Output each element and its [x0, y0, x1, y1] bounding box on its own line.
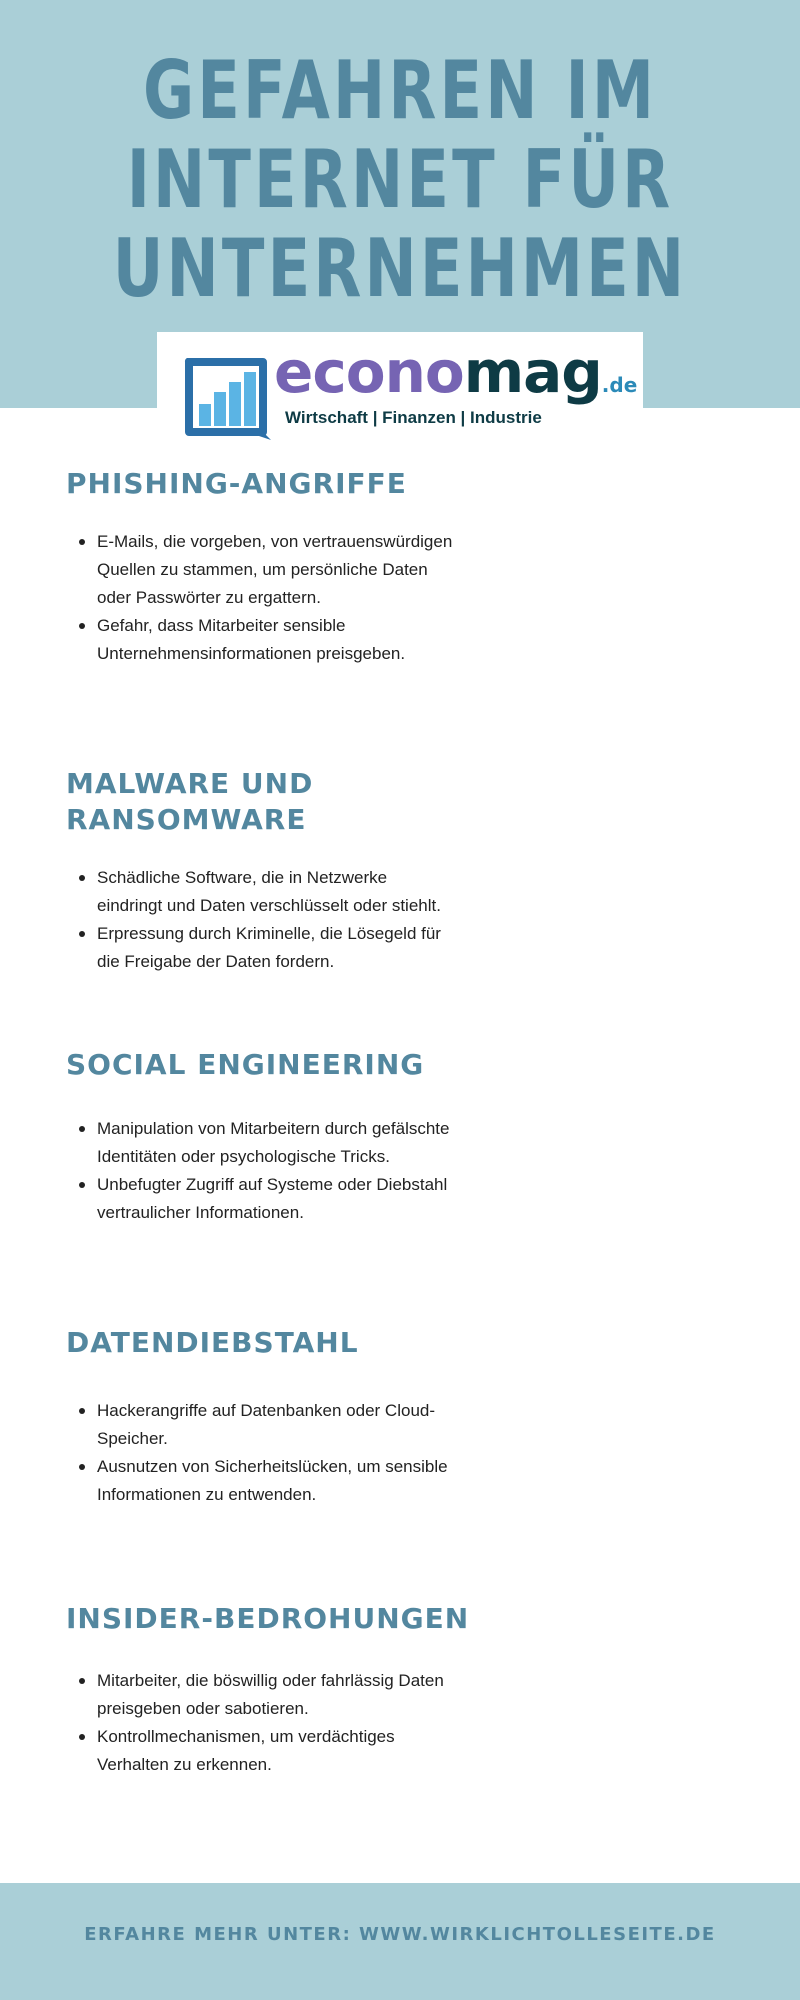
section-heading	[66, 1325, 486, 1361]
section-heading-line: INSIDER-BEDROHUNGEN	[66, 1602, 470, 1635]
list-item-line: Schädliche Software, die in Netzwerke	[97, 868, 388, 887]
list-item-line: oder Passwörter zu ergattern.	[97, 588, 321, 607]
list-item	[97, 528, 486, 612]
bullet-list	[66, 1667, 486, 1779]
list-item	[97, 1171, 486, 1227]
bullet-list	[66, 1397, 486, 1509]
bullet-list	[66, 864, 486, 976]
list-item-line: Mitarbeiter, die böswillig oder fahrlässig Daten	[97, 1671, 444, 1690]
logo-word-suffix: .de	[601, 373, 638, 397]
list-item-line: Erpressung durch Kriminelle, die Lösegeld für	[97, 924, 441, 943]
section-heading-line: RANSOMWARE	[66, 803, 307, 836]
section-social-engineering	[66, 1047, 486, 1227]
logo-wordmark	[274, 340, 637, 417]
section-phishing	[66, 466, 486, 668]
section-heading-line: MALWARE UND	[66, 767, 314, 800]
page-title-line: INTERNET FÜR	[126, 133, 674, 226]
logo-word-part1: econo	[274, 338, 464, 406]
page-title-line: GEFAHREN IM	[142, 44, 658, 137]
list-item-line: preisgeben oder sabotieren.	[97, 1699, 309, 1718]
bullet-list	[66, 1115, 486, 1227]
list-item-line: Informationen zu entwenden.	[97, 1485, 317, 1504]
list-item-line: Kontrollmechanismen, um verdächtiges	[97, 1727, 395, 1746]
list-item-line: Unternehmensinformationen preisgeben.	[97, 644, 406, 663]
bar-chart-icon	[179, 352, 271, 440]
list-item-line: Hackerangriffe auf Datenbanken oder Cloud-	[97, 1401, 436, 1420]
section-heading	[66, 466, 486, 502]
list-item	[97, 1453, 486, 1509]
footer-link-text[interactable]: ERFAHRE MEHR UNTER: WWW.WIRKLICHTOLLESEITE.DE	[84, 1924, 716, 1945]
list-item	[97, 1667, 486, 1723]
list-item-line: Speicher.	[97, 1429, 168, 1448]
section-heading	[66, 1047, 486, 1083]
section-malware	[66, 766, 486, 976]
list-item-line: Quellen zu stammen, um persönliche Daten	[97, 560, 428, 579]
list-item-line: Gefahr, dass Mitarbeiter sensible	[97, 616, 346, 635]
footer-band	[0, 1883, 800, 2000]
page-title-line: UNTERNEHMEN	[112, 222, 688, 315]
economag-logo	[157, 332, 643, 444]
list-item	[97, 1723, 486, 1779]
bullet-list	[66, 528, 486, 668]
list-item-line: vertraulicher Informationen.	[97, 1203, 304, 1222]
section-heading-line: DATENDIEBSTAHL	[66, 1326, 359, 1359]
section-insider	[66, 1601, 486, 1779]
list-item-line: Manipulation von Mitarbeitern durch gefälschte	[97, 1119, 450, 1138]
list-item-line: eindringt und Daten verschlüsselt oder stiehlt.	[97, 896, 441, 915]
list-item	[97, 1397, 486, 1453]
section-heading-line: SOCIAL ENGINEERING	[66, 1048, 425, 1081]
list-item-line: Unbefugter Zugriff auf Systeme oder Diebstahl	[97, 1175, 448, 1194]
list-item	[97, 920, 486, 976]
section-heading	[66, 1601, 486, 1637]
section-datendiebstahl	[66, 1325, 486, 1509]
list-item-line: Ausnutzen von Sicherheitslücken, um sensible	[97, 1457, 448, 1476]
list-item	[97, 864, 486, 920]
page-title	[88, 46, 712, 313]
logo-tagline: Wirtschaft | Finanzen | Industrie	[285, 408, 542, 427]
section-heading-line: PHISHING-ANGRIFFE	[66, 467, 407, 500]
list-item	[97, 612, 486, 668]
list-item-line: die Freigabe der Daten fordern.	[97, 952, 335, 971]
list-item-line: E-Mails, die vorgeben, von vertrauenswürdigen	[97, 532, 453, 551]
list-item-line: Identitäten oder psychologische Tricks.	[97, 1147, 390, 1166]
section-heading	[66, 766, 486, 838]
list-item	[97, 1115, 486, 1171]
list-item-line: Verhalten zu erkennen.	[97, 1755, 272, 1774]
logo-word-part2: mag	[463, 338, 602, 406]
